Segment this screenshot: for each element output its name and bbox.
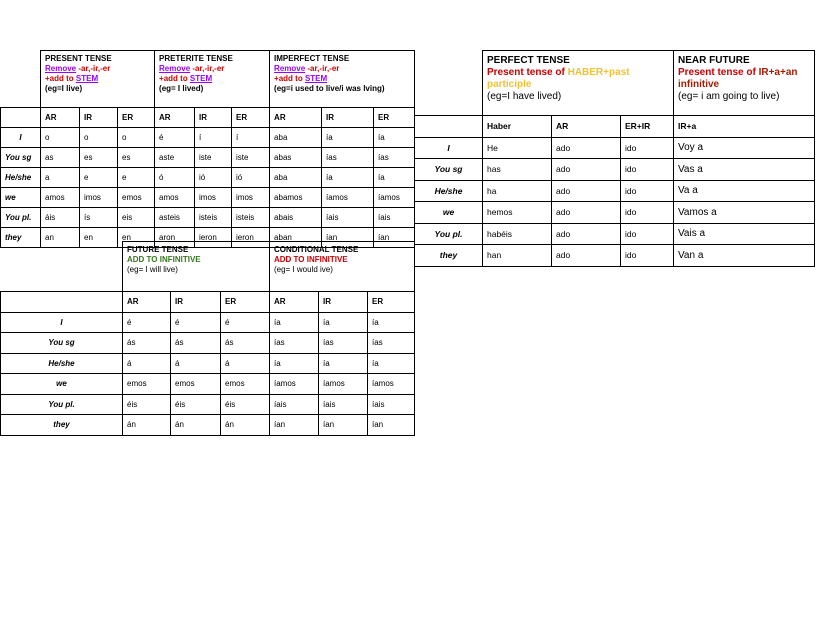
bottom-table-body bbox=[1, 312, 415, 435]
ending-cell: o bbox=[118, 128, 155, 148]
ending-cell: imos bbox=[80, 188, 118, 208]
col-header: ER+IR bbox=[621, 116, 674, 138]
ending-cell: ás bbox=[123, 333, 171, 354]
ending-cell: ieron bbox=[232, 228, 270, 248]
near-future-header bbox=[674, 51, 815, 116]
ending-cell: ieron bbox=[195, 228, 232, 248]
ending-cell: ado bbox=[552, 202, 621, 224]
ending-cell: habéis bbox=[483, 223, 552, 245]
ending-cell: éis bbox=[221, 394, 270, 415]
ending-cell: é bbox=[155, 128, 195, 148]
blank-cell bbox=[415, 116, 483, 138]
top-table-body bbox=[1, 128, 415, 248]
col-header: IR bbox=[319, 292, 368, 313]
ending-cell: imos bbox=[232, 188, 270, 208]
preterite-example: (eg= I lived) bbox=[159, 84, 204, 93]
ending-cell: é bbox=[221, 312, 270, 333]
pronoun-cell: I bbox=[415, 137, 483, 159]
ending-cell: ido bbox=[621, 137, 674, 159]
imperfect-add: +add to bbox=[274, 74, 305, 83]
pronoun-cell: I bbox=[1, 128, 41, 148]
pronoun-cell: He/she bbox=[1, 168, 41, 188]
column-header-row bbox=[1, 292, 415, 313]
col-header: IR bbox=[171, 292, 221, 313]
ending-cell: iste bbox=[195, 148, 232, 168]
near-future-title: NEAR FUTURE bbox=[678, 55, 750, 66]
conjugation-row bbox=[1, 415, 415, 436]
ending-cell: á bbox=[221, 353, 270, 374]
conjugation-row bbox=[415, 137, 815, 159]
ending-cell: é bbox=[123, 312, 171, 333]
col-header: AR bbox=[270, 292, 319, 313]
pronoun-cell: I bbox=[1, 312, 123, 333]
pronoun-cell: we bbox=[415, 202, 483, 224]
ending-cell: án bbox=[123, 415, 171, 436]
ending-cell: e bbox=[80, 168, 118, 188]
ending-cell: éis bbox=[123, 394, 171, 415]
ending-cell: aste bbox=[155, 148, 195, 168]
pronoun-cell: You pl. bbox=[1, 394, 123, 415]
pronoun-cell: they bbox=[1, 228, 41, 248]
ending-cell: íamos bbox=[374, 188, 415, 208]
ending-cell: Voy a bbox=[674, 137, 815, 159]
ending-cell: ó bbox=[155, 168, 195, 188]
tense-header-row bbox=[1, 51, 415, 108]
ending-cell: iste bbox=[232, 148, 270, 168]
ending-cell: ía bbox=[374, 128, 415, 148]
future-example: (eg= I will live) bbox=[127, 265, 178, 274]
preterite-remove-rest: -ar,-ir,-er bbox=[190, 64, 225, 73]
col-header: IR bbox=[80, 108, 118, 128]
present-add: +add to bbox=[45, 74, 76, 83]
ending-cell: ido bbox=[621, 202, 674, 224]
col-header: ER bbox=[374, 108, 415, 128]
near-future-infinitive: infinitive bbox=[678, 79, 720, 90]
present-preterite-imperfect-table bbox=[0, 50, 415, 248]
col-header: ER bbox=[221, 292, 270, 313]
ending-cell: án bbox=[221, 415, 270, 436]
perfect-line-prefix: Present tense of bbox=[487, 67, 568, 78]
conditional-tense-header bbox=[270, 242, 415, 292]
column-header-row bbox=[415, 116, 815, 138]
ending-cell: e bbox=[118, 168, 155, 188]
ending-cell: íais bbox=[319, 394, 368, 415]
ending-cell: isteis bbox=[232, 208, 270, 228]
ending-cell: ían bbox=[368, 415, 415, 436]
ending-cell: Va a bbox=[674, 180, 815, 202]
pronoun-cell: You pl. bbox=[1, 208, 41, 228]
ending-cell: íamos bbox=[270, 374, 319, 395]
ending-cell: es bbox=[80, 148, 118, 168]
ending-cell: í bbox=[195, 128, 232, 148]
ending-cell: emos bbox=[123, 374, 171, 395]
ending-cell: ías bbox=[319, 333, 368, 354]
ending-cell: aba bbox=[270, 168, 322, 188]
preterite-stem: STEM bbox=[189, 74, 213, 83]
ending-cell: abas bbox=[270, 148, 322, 168]
ending-cell: ás bbox=[171, 333, 221, 354]
ending-cell: ido bbox=[621, 223, 674, 245]
near-future-line-prefix: Present tense of bbox=[678, 67, 759, 78]
conjugation-row bbox=[1, 333, 415, 354]
ending-cell: o bbox=[41, 128, 80, 148]
ending-cell: han bbox=[483, 245, 552, 267]
present-remove: Remove bbox=[45, 64, 77, 73]
column-header-row bbox=[1, 108, 415, 128]
imperfect-stem: STEM bbox=[304, 74, 328, 83]
pronoun-cell: they bbox=[415, 245, 483, 267]
ending-cell: a bbox=[41, 168, 80, 188]
conjugation-row bbox=[1, 394, 415, 415]
tense-header-row bbox=[415, 51, 815, 116]
near-future-ir: IR+a+an bbox=[758, 67, 798, 78]
ending-cell: hemos bbox=[483, 202, 552, 224]
perfect-haber: HABER+past participle bbox=[487, 67, 630, 90]
present-remove-rest: -ar,-ir,-er bbox=[76, 64, 111, 73]
ending-cell: amos bbox=[41, 188, 80, 208]
ending-cell: ido bbox=[621, 245, 674, 267]
ending-cell: an bbox=[41, 228, 80, 248]
ending-cell: íamos bbox=[322, 188, 374, 208]
ending-cell: ías bbox=[374, 148, 415, 168]
future-conditional-table bbox=[0, 241, 415, 436]
pronoun-cell: You pl. bbox=[415, 223, 483, 245]
ending-cell: Vais a bbox=[674, 223, 815, 245]
ending-cell: é bbox=[171, 312, 221, 333]
conjugation-row bbox=[415, 159, 815, 181]
tense-header-row bbox=[1, 242, 415, 292]
col-header: AR bbox=[270, 108, 322, 128]
ending-cell: ía bbox=[322, 128, 374, 148]
ending-cell: amos bbox=[155, 188, 195, 208]
present-example: (eg=I live) bbox=[45, 84, 83, 93]
future-tense-title: FUTURE TENSE bbox=[127, 245, 189, 254]
ending-cell: aba bbox=[270, 128, 322, 148]
ending-cell: as bbox=[41, 148, 80, 168]
ending-cell: í bbox=[232, 128, 270, 148]
ending-cell: eis bbox=[118, 208, 155, 228]
blank-cell bbox=[415, 51, 483, 116]
conjugation-row bbox=[1, 188, 415, 208]
pronoun-cell: You sg bbox=[1, 333, 123, 354]
pronoun-cell: You sg bbox=[1, 148, 41, 168]
col-header: AR bbox=[552, 116, 621, 138]
conditional-add: ADD TO INFINITIVE bbox=[274, 255, 348, 264]
ending-cell: íamos bbox=[368, 374, 415, 395]
ending-cell: ha bbox=[483, 180, 552, 202]
near-future-example: (eg= i am going to live) bbox=[678, 91, 780, 102]
ending-cell: ado bbox=[552, 223, 621, 245]
conjugation-row bbox=[415, 245, 815, 267]
preterite-tense-header bbox=[155, 51, 270, 108]
perfect-example: (eg=I have lived) bbox=[487, 91, 562, 102]
imperfect-example: (eg=i used to live/i was lving) bbox=[274, 84, 385, 93]
ending-cell: éis bbox=[171, 394, 221, 415]
ending-cell: emos bbox=[171, 374, 221, 395]
conjugation-row bbox=[415, 202, 815, 224]
ending-cell: abais bbox=[270, 208, 322, 228]
ending-cell: ían bbox=[270, 415, 319, 436]
ending-cell: íais bbox=[368, 394, 415, 415]
conjugation-row bbox=[1, 168, 415, 188]
ending-cell: ado bbox=[552, 180, 621, 202]
future-tense-header bbox=[123, 242, 270, 292]
ending-cell: ían bbox=[319, 415, 368, 436]
ending-cell: ía bbox=[270, 353, 319, 374]
ending-cell: ió bbox=[232, 168, 270, 188]
ending-cell: asteis bbox=[155, 208, 195, 228]
present-tense-title: PRESENT TENSE bbox=[45, 54, 112, 63]
ending-cell: ías bbox=[270, 333, 319, 354]
col-header: IR bbox=[322, 108, 374, 128]
conjugation-row bbox=[1, 353, 415, 374]
col-header: IR bbox=[195, 108, 232, 128]
right-table-body bbox=[415, 137, 815, 266]
imperfect-tense-title: IMPERFECT TENSE bbox=[274, 54, 350, 63]
ending-cell: á bbox=[171, 353, 221, 374]
preterite-tense-title: PRETERITE TENSE bbox=[159, 54, 233, 63]
pronoun-cell: we bbox=[1, 188, 41, 208]
ending-cell: áis bbox=[41, 208, 80, 228]
blank-cell bbox=[1, 108, 41, 128]
ending-cell: ía bbox=[322, 168, 374, 188]
ending-cell: án bbox=[171, 415, 221, 436]
ending-cell: íais bbox=[322, 208, 374, 228]
conjugation-row bbox=[1, 148, 415, 168]
ending-cell: emos bbox=[118, 188, 155, 208]
ending-cell: He bbox=[483, 137, 552, 159]
ending-cell: ías bbox=[322, 148, 374, 168]
ending-cell: o bbox=[80, 128, 118, 148]
col-header: ER bbox=[118, 108, 155, 128]
col-header: ER bbox=[368, 292, 415, 313]
conjugation-row bbox=[1, 312, 415, 333]
ending-cell: ido bbox=[621, 159, 674, 181]
preterite-remove: Remove bbox=[159, 64, 191, 73]
perfect-tense-title: PERFECT TENSE bbox=[487, 55, 570, 66]
perfect-tense-header bbox=[483, 51, 674, 116]
ending-cell: íais bbox=[270, 394, 319, 415]
ending-cell: ía bbox=[368, 312, 415, 333]
ending-cell: íais bbox=[374, 208, 415, 228]
blank-cell bbox=[1, 242, 123, 292]
col-header: AR bbox=[41, 108, 80, 128]
ending-cell: es bbox=[118, 148, 155, 168]
ending-cell: ía bbox=[319, 312, 368, 333]
conjugation-row bbox=[1, 128, 415, 148]
ending-cell: has bbox=[483, 159, 552, 181]
imperfect-remove: Remove bbox=[274, 64, 306, 73]
ending-cell: Van a bbox=[674, 245, 815, 267]
ending-cell: ado bbox=[552, 137, 621, 159]
preterite-add: +add to bbox=[159, 74, 190, 83]
ending-cell: íamos bbox=[319, 374, 368, 395]
pronoun-cell: He/she bbox=[1, 353, 123, 374]
ending-cell: abamos bbox=[270, 188, 322, 208]
pronoun-cell: they bbox=[1, 415, 123, 436]
ending-cell: ía bbox=[319, 353, 368, 374]
conjugation-row bbox=[1, 374, 415, 395]
ending-cell: ías bbox=[368, 333, 415, 354]
imperfect-tense-header bbox=[270, 51, 415, 108]
col-header: IR+a bbox=[674, 116, 815, 138]
col-header: AR bbox=[123, 292, 171, 313]
conjugation-row bbox=[415, 180, 815, 202]
conjugation-row bbox=[1, 208, 415, 228]
ending-cell: ía bbox=[374, 168, 415, 188]
pronoun-cell: You sg bbox=[415, 159, 483, 181]
perfect-nearfuture-table bbox=[414, 50, 815, 267]
ending-cell: ás bbox=[221, 333, 270, 354]
ending-cell: Vas a bbox=[674, 159, 815, 181]
conditional-example: (eg= I would ive) bbox=[274, 265, 333, 274]
ending-cell: aron bbox=[155, 228, 195, 248]
ending-cell: ido bbox=[621, 180, 674, 202]
present-tense-header bbox=[41, 51, 155, 108]
ending-cell: ía bbox=[368, 353, 415, 374]
ending-cell: á bbox=[123, 353, 171, 374]
ending-cell: ís bbox=[80, 208, 118, 228]
conjugation-row bbox=[415, 223, 815, 245]
blank-cell bbox=[1, 292, 123, 313]
ending-cell: ado bbox=[552, 245, 621, 267]
col-header: ER bbox=[232, 108, 270, 128]
ending-cell: en bbox=[118, 228, 155, 248]
ending-cell: ió bbox=[195, 168, 232, 188]
ending-cell: ían bbox=[322, 228, 374, 248]
ending-cell: ía bbox=[270, 312, 319, 333]
ending-cell: ían bbox=[374, 228, 415, 248]
imperfect-remove-rest: -ar,-ir,-er bbox=[305, 64, 340, 73]
pronoun-cell: we bbox=[1, 374, 123, 395]
ending-cell: Vamos a bbox=[674, 202, 815, 224]
col-header: Haber bbox=[483, 116, 552, 138]
ending-cell: aban bbox=[270, 228, 322, 248]
present-stem: STEM bbox=[75, 74, 99, 83]
pronoun-cell: He/she bbox=[415, 180, 483, 202]
ending-cell: isteis bbox=[195, 208, 232, 228]
blank-cell bbox=[1, 51, 41, 108]
conditional-tense-title: CONDITIONAL TENSE bbox=[274, 245, 359, 254]
future-add: ADD TO INFINITIVE bbox=[127, 255, 201, 264]
col-header: AR bbox=[155, 108, 195, 128]
ending-cell: en bbox=[80, 228, 118, 248]
ending-cell: emos bbox=[221, 374, 270, 395]
ending-cell: imos bbox=[195, 188, 232, 208]
ending-cell: ado bbox=[552, 159, 621, 181]
